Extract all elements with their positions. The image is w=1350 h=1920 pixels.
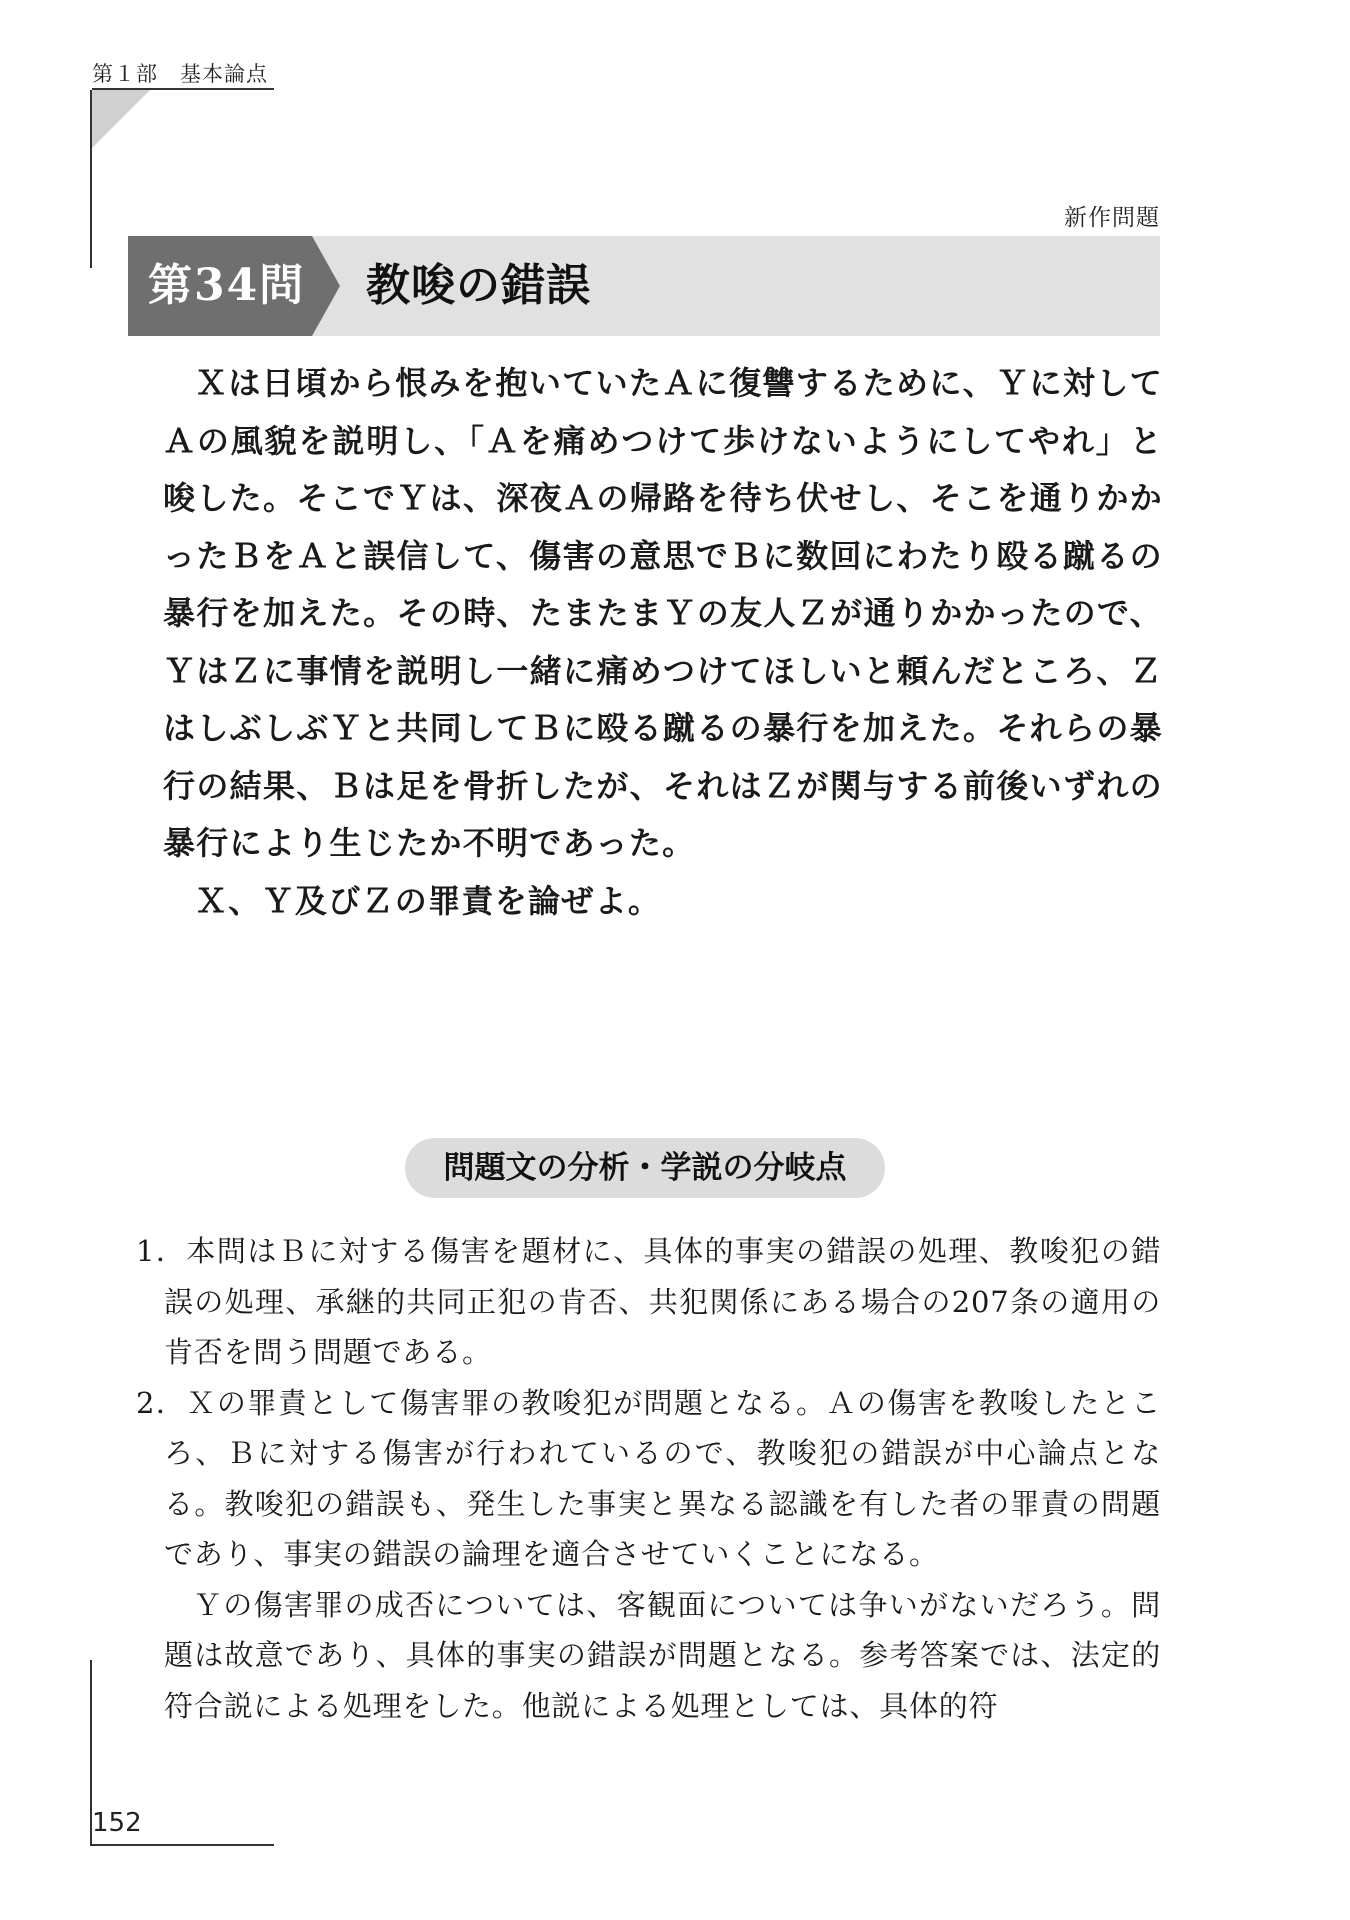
question-text <box>163 355 1163 930</box>
question-instruction: Ｘ、Ｙ及びＺの罪責を論ぜよ。 <box>195 881 662 920</box>
analysis-body <box>136 1226 1161 1731</box>
analysis-item-1: 1．本問はＢに対する傷害を題材に、具体的事実の錯誤の処理、教唆犯の錯誤の処理、承継的共同正犯の肯否、共犯関係にある場合の207条の適用の肯否を問う問題である。 <box>136 1234 1161 1369</box>
page-number: 152 <box>92 1808 142 1838</box>
analysis-heading: 問題文の分析・学説の分岐点 <box>405 1138 885 1198</box>
question-paragraph: Ｘは日頃から恨みを抱いていたＡに復讐するために、Ｙに対してＡの風貌を説明し、「Ａを痛めつけて歩けないようにしてやれ」と唆した。そこでＹは、深夜Ａの帰路を待ち伏せし、そこを通りかかったＢをＡと誤信して、傷害の意思でＢに数回にわたり殴る蹴るの暴行を加えた。その時、たまたまＹの友人Ｚが通りかかったので、ＹはＺに事情を説明し一緒に痛めつけてほしいと頼んだところ、ＺはしぶしぶＹと共同してＢに殴る蹴るの暴行を加えた。それらの暴行の結果、Ｂは足を骨折したが、それはＺが関与する前後いずれの暴行により生じたか不明であった。 <box>163 364 1163 862</box>
title-bar <box>128 236 1160 336</box>
problem-title: 教唆の錯誤 <box>366 260 591 311</box>
corner-triangle <box>92 90 150 148</box>
running-header: 第１部 基本論点 <box>92 62 268 86</box>
footer-rule <box>92 1844 274 1846</box>
analysis-item-2-continued: Ｙの傷害罪の成否については、客観面については争いがないだろう。問題は故意であり、具体的事実の錯誤が問題となる。参考答案では、法定的符合説による処理をした。他説による処理としては、具体的符 <box>164 1587 1161 1723</box>
analysis-item-2: 2．Ｘの罪責として傷害罪の教唆犯が問題となる。Ａの傷害を教唆したところ、Ｂに対する傷害が行われているので、教唆犯の錯誤が中心論点となる。教唆犯の錯誤も、発生した事実と異なる認識を有した者の罪責の問題であり、事実の錯誤の論理を適合させていくことになる。 <box>136 1385 1161 1571</box>
problem-number: 第34問 <box>148 260 306 311</box>
new-problem-badge: 新作問題 <box>1064 205 1160 231</box>
